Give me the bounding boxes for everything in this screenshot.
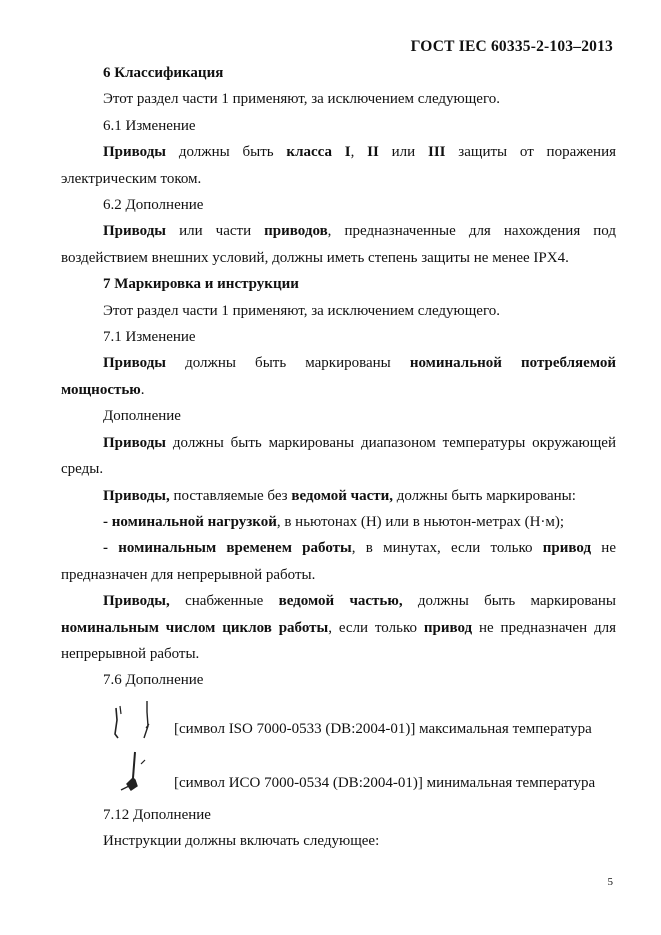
clause-7-1-heading: 7.1 Изменение [103,329,196,346]
clause-6-1-heading: 6.1 Изменение [103,117,196,134]
section-6-title: 6 Классификация [103,65,224,81]
section-7-intro: Этот раздел части 1 применяют, за исключением следующего. [103,302,500,319]
document-body [61,60,617,855]
clause-6-2-text: Приводы или части приводов, предназначенные для нахождения под воздействием внешних условий, должны иметь степень защиты не менее IPX4. [61,223,616,266]
max-temperature-symbol-icon [111,698,151,751]
section-6-intro: Этот раздел части 1 применяют, за исключением следующего. [103,91,500,108]
symbol-min-temperature-caption: [символ ИСО 7000-0534 (DB:2004-01)] минимальная температура [174,774,596,791]
clause-7-12-heading: 7.12 Дополнение [103,806,211,823]
clause-7-12-text: Инструкции должны включать следующее: [103,833,380,850]
with-driven-part-text: Приводы, снабженные ведомой частью, должны быть маркированы номинальным числом циклов работы, если только привод не предназначен для непрерывной работы. [61,593,616,662]
list-item-rated-load: - номинальной нагрузкой, в ньютонах (Н) или в ньютон-метрах (Н·м); [103,513,565,530]
page-number: 5 [607,876,613,888]
addition-heading: Дополнение [103,408,181,425]
symbol-max-temperature-row [103,694,616,746]
min-temperature-symbol-icon [111,750,151,803]
without-driven-part-text: Приводы, поставляемые без ведомой части, должны быть маркированы: [103,487,576,504]
clause-7-1-text: Приводы должны быть маркированы номинальной потребляемой мощностью. [61,355,616,398]
clause-7-6-heading: 7.6 Дополнение [103,672,204,689]
symbol-min-temperature-row [103,746,616,802]
ambient-temperature-text: Приводы должны быть маркированы диапазоном температуры окружающей среды. [61,434,616,478]
clause-6-2-heading: 6.2 Дополнение [103,197,204,214]
section-7-title: 7 Маркировка и инструкции [103,276,299,293]
document-code-header: ГОСТ IEC 60335-2-103–2013 [410,38,613,55]
list-item-rated-time: - номинальным временем работы, в минутах, если только привод не предназначен для непрерывной работы. [61,540,616,583]
clause-6-1-text: Приводы должны быть класса I, II или III защиты от поражения электрическим током. [61,144,617,187]
symbol-max-temperature-caption: [символ ISO 7000-0533 (DB:2004-01)] максимальная температура [174,720,592,737]
